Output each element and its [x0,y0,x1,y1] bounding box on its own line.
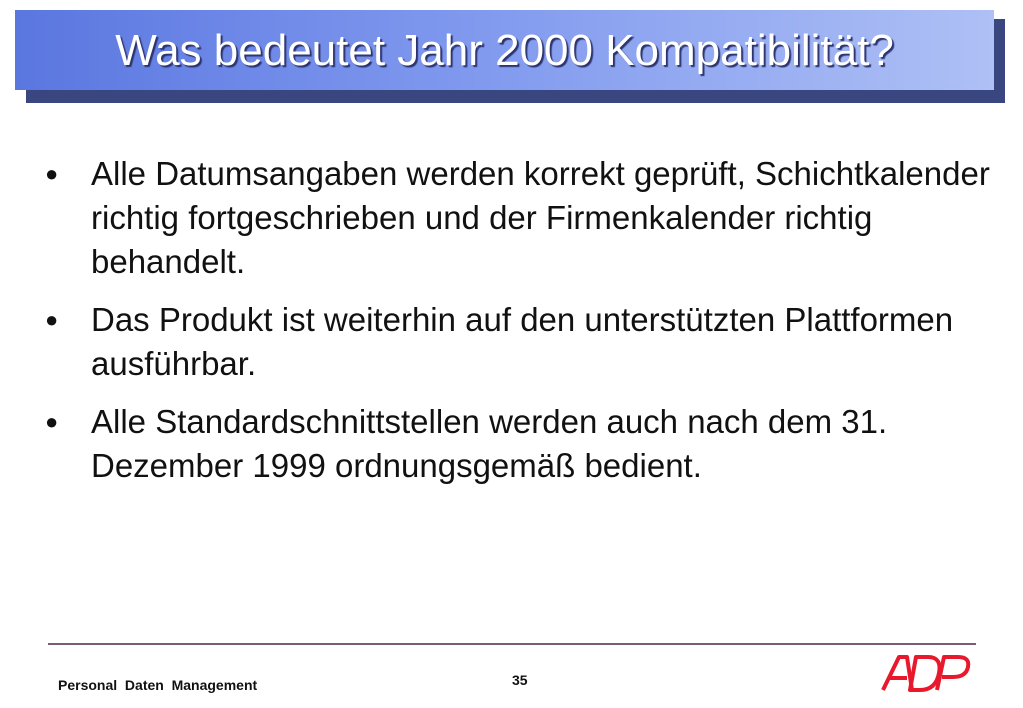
bullet-text: Alle Datumsangaben werden korrekt geprüft, Schichtkalender richtig fortgeschrieben und der Firmenkalender richtig behandelt. [91,155,990,280]
bullet-item [0,152,991,284]
bullet-dot-icon: ● [45,161,59,186]
bullet-dot-icon: ● [45,409,59,434]
bullet-text: Alle Standardschnittstellen werden auch nach dem 31. Dezember 1999 ordnungsgemäß bedient. [91,403,888,484]
footer-company-text: Personal Daten Management [58,677,258,693]
bullet-item [0,298,991,386]
bullet-dot-icon: ● [45,307,59,332]
slide-title: Was bedeutet Jahr 2000 Kompatibilität? [115,26,894,75]
title-bar [15,10,994,90]
page-number: 35 [512,672,528,688]
bullet-item [0,400,991,488]
adp-logo-icon [880,653,972,693]
bullet-list [0,152,1023,502]
bullet-text: Das Produkt ist weiterhin auf den unterstützten Plattformen ausführbar. [91,301,954,382]
footer-divider [48,643,976,645]
